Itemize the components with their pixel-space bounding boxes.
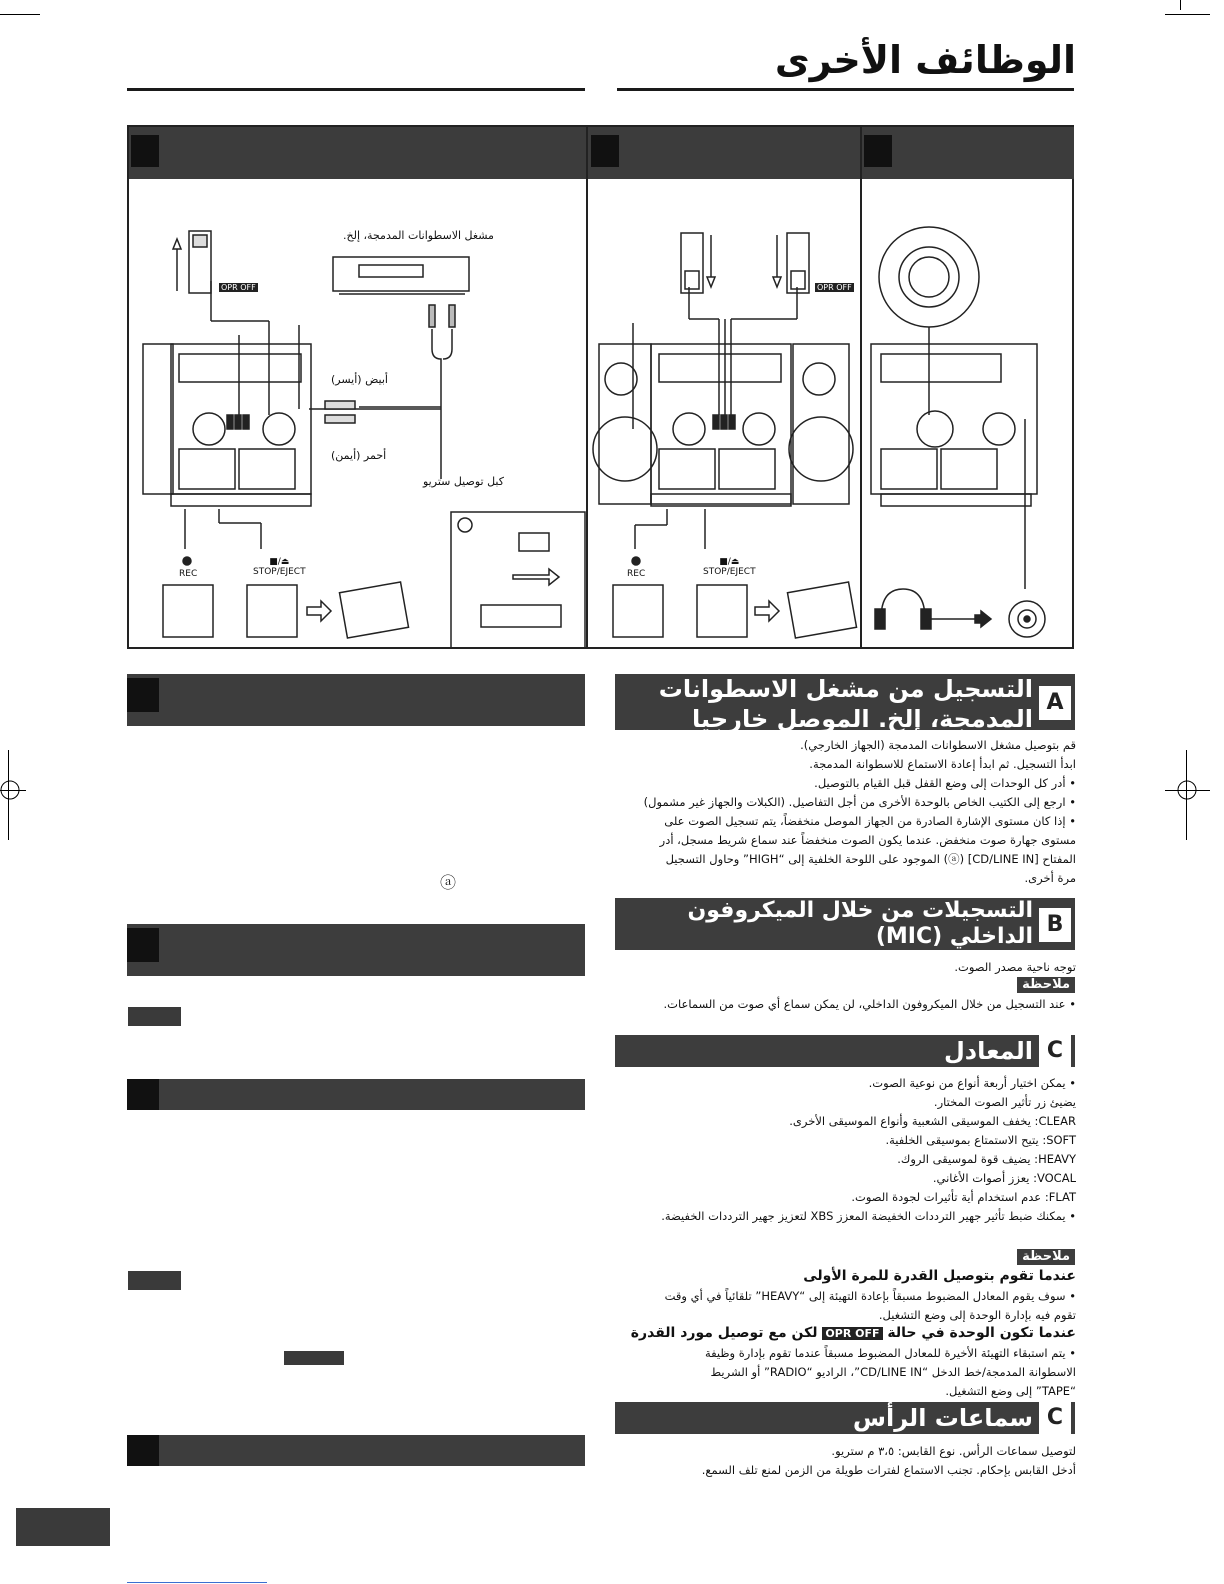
section-c1-line: CLEAR: يخفف الموسيقى الشعبية وأنواع الموسيقى الأخرى. (789, 1114, 1076, 1128)
crop-mark (0, 14, 40, 15)
page-number-block (16, 1508, 110, 1546)
step-marker (127, 1079, 159, 1110)
section-c1-badge: C (1039, 1035, 1071, 1067)
section-c1-sub2-post: لكن مع توصيل مورد القدرة (630, 1325, 818, 1341)
white-left-label: أبيض (أيسر) (331, 373, 388, 386)
stop-eject-label-1: ■/⏏ STOP/EJECT (253, 557, 306, 577)
section-b-note-label: ملاحظة (1017, 977, 1075, 993)
registration-mark (0, 778, 24, 802)
section-c1-sub1-body (616, 1287, 1076, 1325)
step-marker (127, 1435, 159, 1466)
cd-player-label: مشغل الاسطوانات المدمجة، إلخ. (343, 229, 494, 242)
section-b-header (615, 898, 1075, 950)
figure-step-marker (131, 135, 159, 167)
figure-header-2 (588, 127, 860, 179)
section-c1-line: VOCAL: يعزز أصوات الأغاني. (932, 1171, 1076, 1185)
section-b-title: التسجيلات من خلال الميكروفون الداخلي (MIC) (687, 898, 1033, 949)
section-a-line: • إذا كان مستوى الإشارة الصادرة من الجهاز الموصل منخفضاً، يتم تسجيل الصوت على (664, 814, 1076, 828)
figure-step-marker (591, 135, 619, 167)
stereo-cable-label: كبل توصيل ستريو (423, 475, 504, 488)
section-c1-title: المعادل (943, 1037, 1033, 1065)
section-c2-line: أدخل القابس بإحكام. تجنب الاستماع لفترات طويلة من الزمن لمنع تلف السمع. (701, 1463, 1076, 1477)
section-c1-sub1-line: • سوف يقوم المعادل المضبوط مسبقاً بإعادة التهيئة إلى “HEAVY” تلقائياً في أي وقت (664, 1289, 1076, 1303)
section-c2-badge: C (1039, 1402, 1071, 1434)
page-title: الوظائف الأخرى (774, 38, 1076, 82)
section-c2-body (616, 1442, 1076, 1480)
section-c1-sub2-pre: عندما تكون الوحدة في حالة (887, 1325, 1076, 1341)
left-marker: ⓐ (440, 873, 457, 892)
opr-chip-placeholder (284, 1351, 344, 1365)
section-c1-note-label: ملاحظة (1017, 1249, 1075, 1265)
section-c1-sub2-line: • يتم استبقاء التهيئة الأخيرة للمعادل المضبوط مسبقاً عندما تقوم بإدارة وظيفة (704, 1346, 1076, 1360)
opr-off-label-1: OPR OFF (221, 283, 256, 292)
left-section-bar-2 (127, 924, 585, 976)
crop-mark (1165, 14, 1210, 15)
section-a-line: المفتاح [CD/LINE IN] (ⓐ) الموجود على اللوحة الخلفية إلى “HIGH” وحاول التسجيل (665, 852, 1076, 866)
section-c1-line: FLAT: عدم استخدام أية تأثيرات لجودة الصوت. (851, 1190, 1076, 1204)
section-c1-line: SOFT: يتيح الاستمتاع بموسيقى الخلفية. (885, 1133, 1076, 1147)
section-c1-body (616, 1074, 1076, 1226)
stereo-unit-illustration (129, 179, 1072, 649)
section-c2-title: سماعات الرأس (852, 1404, 1033, 1432)
section-c1-line: • يمكن اختيار أربعة أنواع من نوعية الصوت. (868, 1076, 1076, 1090)
section-b-badge: B (1039, 908, 1071, 942)
red-right-label: أحمر (أيمن) (331, 449, 387, 462)
rec-label-2: REC (627, 569, 646, 579)
registration-mark (1175, 778, 1199, 802)
section-a-body (616, 736, 1076, 888)
section-c1-sub1-line: تقوم فيه بإدارة الوحدة إلى وضع التشغيل. (878, 1308, 1076, 1322)
section-c2-line: لتوصيل سماعات الرأس. نوع القابس: ٣،٥ م ستريو. (831, 1444, 1076, 1458)
section-a-line: مستوى جهارة صوت منخفض. عندما يكون الصوت منخفضاً عند سماع شريط مسجل، أدر (659, 833, 1076, 847)
section-b-line: توجه ناحية مصدر الصوت. (954, 960, 1076, 974)
figure-header-1 (129, 127, 586, 179)
title-rule-left (127, 88, 585, 91)
section-a-line: • أدر كل الوحدات إلى وضع القفل قبل القيام بالتوصيل. (814, 776, 1076, 790)
section-a-line: • ارجع إلى الكتيب الخاص بالوحدة الأخرى من أجل التفاصيل. (الكبلات والجهاز غير مشمول) (643, 795, 1076, 809)
crop-mark (1180, 0, 1181, 10)
section-a-line: ابدأ التسجيل. ثم ابدأ إعادة الاستماع للاسطوانة المدمجة. (809, 757, 1076, 771)
section-c1-sub1: عندما تقوم بتوصيل القدرة للمرة الأولى (803, 1268, 1076, 1284)
section-c1-sub2 (616, 1324, 1076, 1343)
step-marker (127, 678, 159, 712)
left-section-bar-1 (127, 674, 585, 726)
section-c1-sub2-line: الاسطوانة المدمجة/خط الدخل “CD/LINE IN”، الراديو “RADIO” أو الشريط (710, 1365, 1076, 1379)
section-c1-line: يضيئ زر تأثير الصوت المختار. (933, 1095, 1076, 1109)
opr-off-chip: OPR OFF (822, 1327, 882, 1340)
opr-off-label-2: OPR OFF (817, 283, 852, 292)
left-section-bar-3 (127, 1079, 585, 1110)
section-a-header (615, 674, 1075, 733)
section-c1-sub2-body (616, 1344, 1076, 1401)
section-b-note: • عند التسجيل من خلال الميكروفون الداخلي، لن يمكن سماع أي صوت من السماعات. (663, 997, 1076, 1011)
figure-step-marker (864, 135, 892, 167)
section-c1-header (615, 1035, 1075, 1067)
step-marker (127, 928, 159, 962)
note-chip-placeholder (128, 1271, 181, 1290)
section-c1-line: HEAVY: يضيف قوة لموسيقى الروك. (897, 1152, 1076, 1166)
stop-eject-label-2: ■/⏏ STOP/EJECT (703, 557, 756, 577)
illustration-panel (127, 125, 1074, 649)
section-c2-header (615, 1402, 1075, 1434)
section-a-title: التسجيل من مشغل الاسطوانات المدمجة، إلخ. الموصل خارجيا (658, 675, 1033, 733)
title-rule-right (617, 88, 1074, 91)
rec-label-1: REC (179, 569, 198, 579)
footer-link-line (127, 1582, 267, 1583)
note-chip-placeholder (128, 1007, 181, 1026)
section-a-line: مرة أخرى. (1024, 871, 1076, 885)
section-a-badge: A (1039, 686, 1071, 720)
section-a-line: قم بتوصيل مشغل الاسطوانات المدمجة (الجهاز الخارجي). (800, 738, 1076, 752)
figure-header-3 (862, 127, 1074, 179)
section-c1-line: • يمكنك ضبط تأثير جهير الترددات الخفيضة المعزز XBS لتعزيز جهير الترددات الخفيضة. (661, 1209, 1076, 1223)
section-c1-sub2-line: “TAPE” إلى وضع التشغيل. (945, 1384, 1076, 1398)
left-section-bar-4 (127, 1435, 585, 1466)
